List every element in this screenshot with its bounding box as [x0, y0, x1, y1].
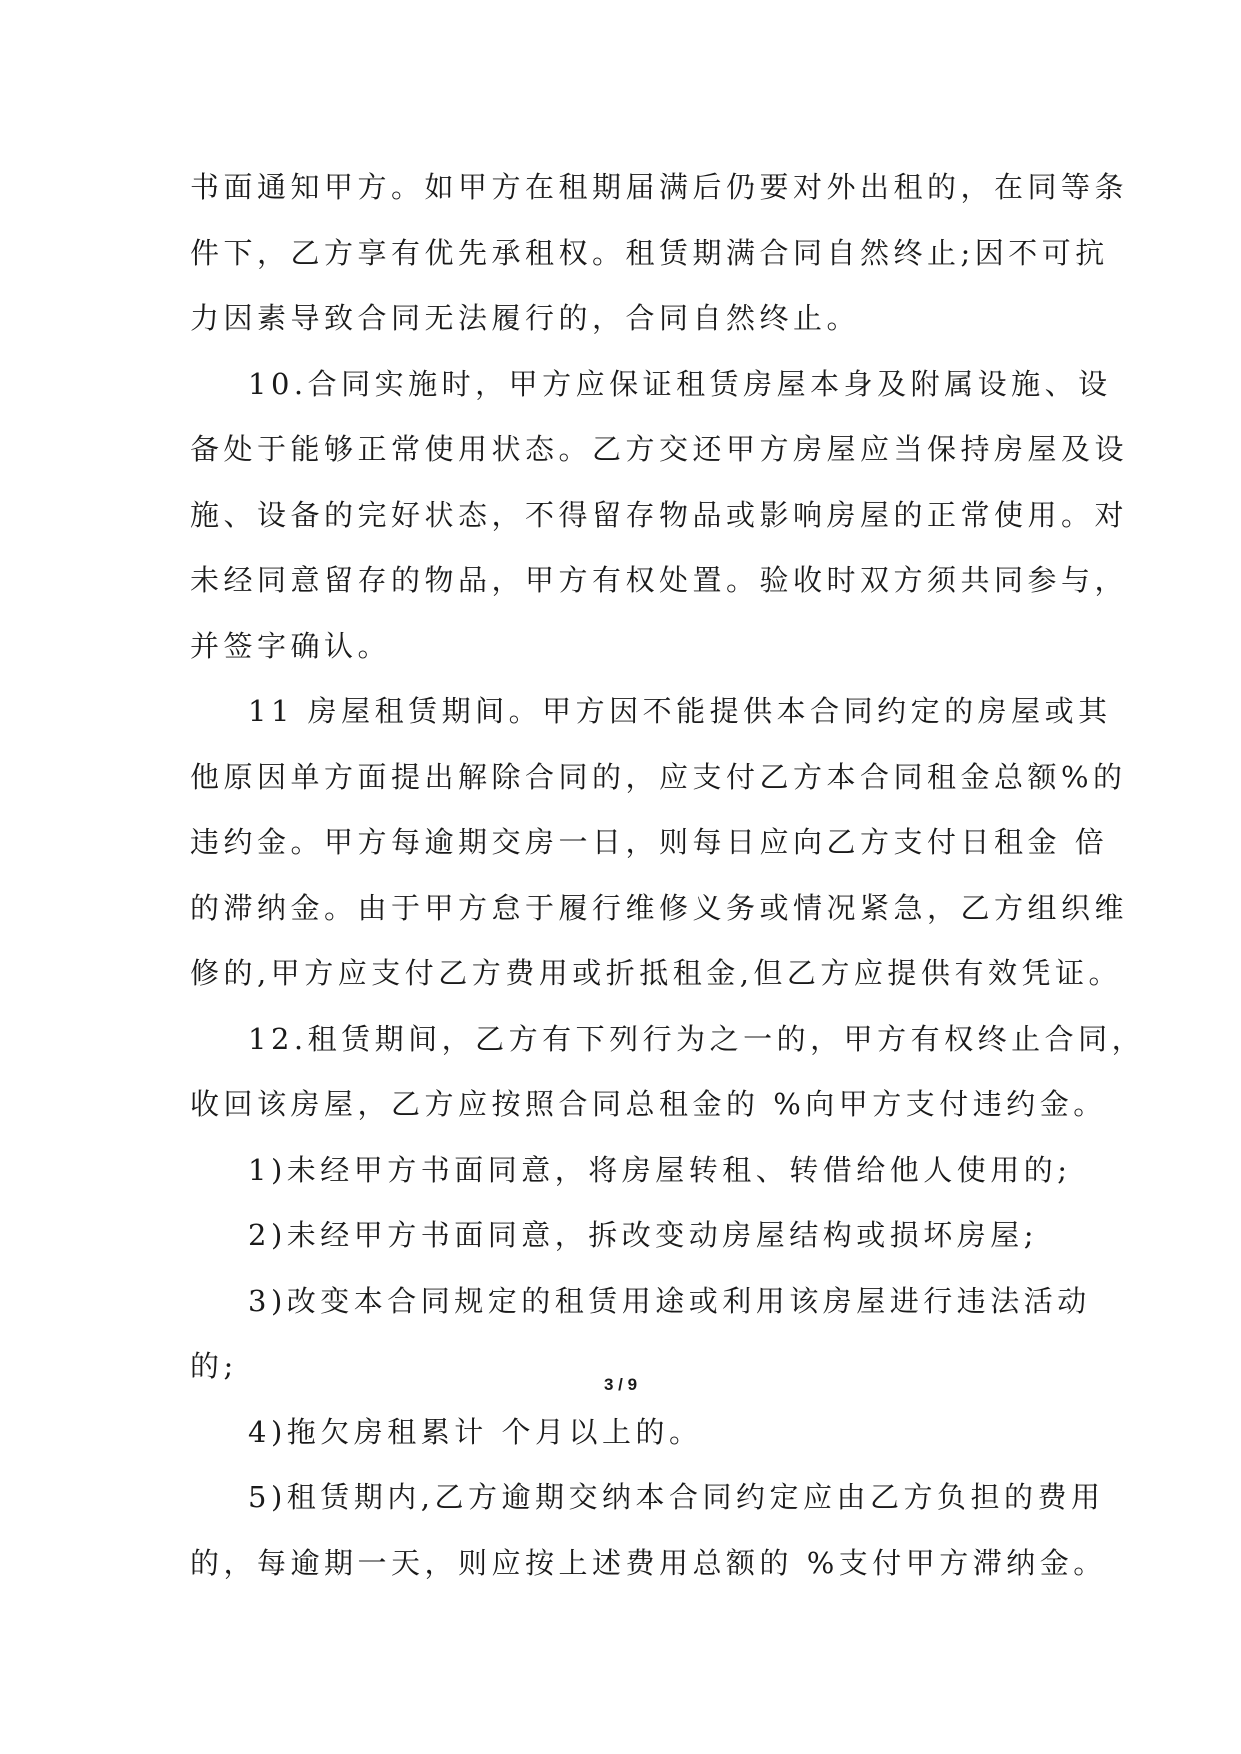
- text-line: 的，每逾期一天，则应按上述费用总额的 %支付甲方滞纳金。: [190, 1545, 1107, 1580]
- text-line: 10.合同实施时，甲方应保证租赁房屋本身及附属设施、设: [248, 366, 1112, 401]
- paragraph: [190, 155, 1129, 352]
- text-line: 并签字确认。: [190, 628, 392, 663]
- text-line: 他原因单方面提出解除合同的，应支付乙方本合同租金总额%的: [190, 759, 1127, 794]
- text-line: 1)未经甲方书面同意，将房屋转租、转借给他人使用的;: [248, 1152, 1072, 1187]
- list-item: [190, 1400, 1050, 1466]
- list-item: [190, 1138, 1072, 1204]
- text-line: 未经同意留存的物品，甲方有权处置。验收时双方须共同参与，: [190, 563, 1129, 597]
- text-line: 11 房屋租赁期间。甲方因不能提供本合同约定的房屋或其: [248, 694, 1112, 728]
- text-line: 3)改变本合同规定的租赁用途或利用该房屋进行违法活动: [248, 1283, 1091, 1318]
- paragraph-clause-10: [190, 352, 1129, 680]
- paragraph-clause-12: [190, 1007, 1146, 1138]
- text-line: 5)租赁期内,乙方逾期交纳本合同约定应由乙方负担的费用: [248, 1480, 1105, 1514]
- text-line: 收回该房屋，乙方应按照合同总租金的 %向甲方支付违约金。: [190, 1087, 1107, 1121]
- text-line: 4)拖欠房租累计 个月以上的。: [248, 1414, 703, 1449]
- text-line: 2)未经甲方书面同意，拆改变动房屋结构或损坏房屋;: [248, 1218, 1039, 1252]
- text-line: 修的,甲方应支付乙方费用或折抵租金,但乙方应提供有效凭证。: [190, 956, 1122, 990]
- text-line: 12.租赁期间，乙方有下列行为之一的，甲方有权终止合同，: [248, 1021, 1146, 1056]
- text-line: 违约金。甲方每逾期交房一日，则每日应向乙方支付日租金 倍: [190, 825, 1109, 859]
- text-line: 的;: [190, 1349, 238, 1383]
- list-item: [190, 1465, 1107, 1596]
- list-item: [190, 1203, 1050, 1269]
- text-line: 备处于能够正常使用状态。乙方交还甲方房屋应当保持房屋及设: [190, 432, 1129, 466]
- text-line: 力因素导致合同无法履行的，合同自然终止。: [190, 301, 861, 335]
- text-line: 件下，乙方享有优先承租权。租赁期满合同自然终止;因不可抗: [190, 235, 1109, 270]
- text-line: 施、设备的完好状态，不得留存物品或影响房屋的正常使用。对: [190, 497, 1129, 532]
- page-number: 3 / 9: [603, 1375, 638, 1394]
- text-line: 的滞纳金。由于甲方怠于履行维修义务或情况紧急，乙方组织维: [190, 890, 1129, 925]
- text-line: 书面通知甲方。如甲方在租期届满后仍要对外出租的，在同等条: [190, 170, 1129, 204]
- paragraph-clause-11: [190, 679, 1129, 1007]
